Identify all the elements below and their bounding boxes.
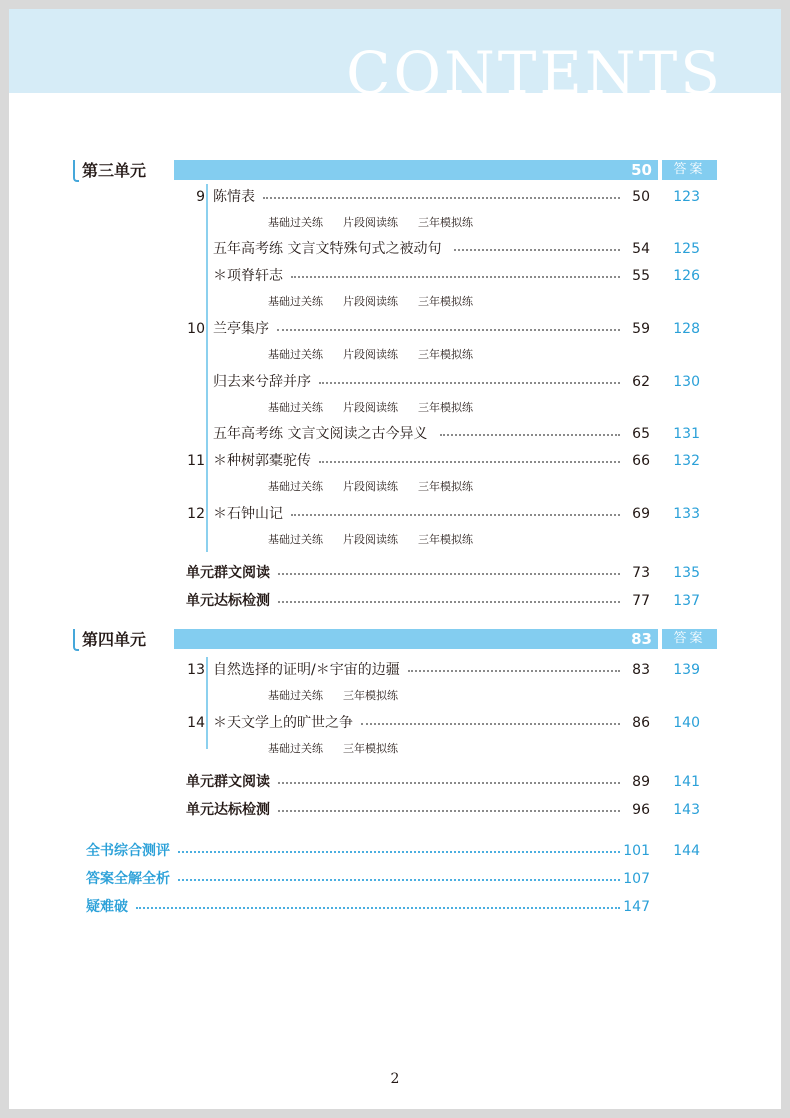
exercise-list — [268, 293, 493, 311]
unit-page-ref: 83 — [631, 630, 652, 648]
unit-bracket — [73, 160, 79, 182]
entry-title: ＊项脊轩志 — [213, 268, 283, 284]
answer-page-ref: 125 — [673, 241, 700, 257]
toc-entry[interactable] — [9, 772, 781, 792]
unit-bracket — [73, 629, 79, 651]
page-ref: 83 — [632, 662, 650, 678]
leader-dots — [440, 434, 620, 436]
exercise-label: 基础过关练 — [268, 295, 323, 308]
page-ref: 50 — [632, 189, 650, 205]
lesson-number: 9 — [196, 189, 205, 205]
page-ref: 55 — [632, 268, 650, 284]
entry-title: 归去来兮辞并序 — [213, 374, 311, 390]
exercise-label: 三年模拟练 — [418, 295, 473, 308]
exercise-list — [268, 531, 493, 549]
exercise-label: 三年模拟练 — [418, 216, 473, 229]
exercise-label: 三年模拟练 — [418, 348, 473, 361]
answer-page-ref: 123 — [673, 189, 700, 205]
entry-title: 五年高考练 文言文阅读之古今异义 — [213, 426, 428, 442]
exercise-list — [268, 214, 493, 232]
exercise-label: 片段阅读练 — [343, 401, 398, 414]
exercise-label: 基础过关练 — [268, 480, 323, 493]
page — [9, 9, 781, 1109]
page-ref: 73 — [632, 565, 650, 581]
entry-title: ＊天文学上的旷世之争 — [213, 715, 353, 731]
entry-title: 单元达标检测 — [186, 593, 270, 609]
page-ref: 101 — [623, 843, 650, 859]
exercise-label: 三年模拟练 — [418, 480, 473, 493]
unit-bar — [174, 629, 658, 649]
answer-page-ref: 140 — [673, 715, 700, 731]
exercise-label: 基础过关练 — [268, 689, 323, 702]
exercise-label: 三年模拟练 — [418, 533, 473, 546]
exercise-label: 三年模拟练 — [343, 742, 398, 755]
unit-bar — [174, 160, 658, 180]
entry-title: 自然选择的证明/＊宇宙的边疆 — [213, 662, 400, 678]
toc-entry[interactable] — [9, 800, 781, 820]
exercise-list — [268, 346, 493, 364]
lesson-number: 14 — [187, 715, 205, 731]
leader-dots — [278, 810, 620, 812]
toc-entry[interactable] — [9, 239, 781, 259]
entry-title: 单元群文阅读 — [186, 774, 270, 790]
page-ref: 89 — [632, 774, 650, 790]
unit-header[interactable] — [73, 160, 717, 182]
answer-column-label: 答案 — [662, 629, 717, 649]
leader-dots — [278, 601, 620, 603]
exercise-label: 三年模拟练 — [418, 401, 473, 414]
answer-page-ref: 137 — [673, 593, 700, 609]
toc-entry[interactable] — [9, 504, 781, 524]
answer-page-ref: 126 — [673, 268, 700, 284]
toc-entry[interactable] — [9, 897, 781, 917]
unit-title: 第三单元 — [82, 161, 147, 180]
toc-entry[interactable] — [9, 187, 781, 207]
answer-page-ref: 130 — [673, 374, 700, 390]
toc-entry[interactable] — [9, 266, 781, 286]
leader-dots — [408, 670, 620, 672]
answer-page-ref: 144 — [673, 843, 700, 859]
toc-entry[interactable] — [9, 451, 781, 471]
exercise-label: 片段阅读练 — [343, 295, 398, 308]
exercise-label: 片段阅读练 — [343, 480, 398, 493]
entry-title: 兰亭集序 — [213, 321, 269, 337]
toc-entry[interactable] — [9, 591, 781, 611]
entry-title: ＊石钟山记 — [213, 506, 283, 522]
answer-page-ref: 132 — [673, 453, 700, 469]
answer-column-label: 答案 — [662, 160, 717, 180]
answer-page-ref: 128 — [673, 321, 700, 337]
answer-page-ref: 143 — [673, 802, 700, 818]
page-ref: 59 — [632, 321, 650, 337]
answer-page-ref: 131 — [673, 426, 700, 442]
entry-title: 陈情表 — [213, 189, 255, 205]
page-ref: 69 — [632, 506, 650, 522]
answer-page-ref: 133 — [673, 506, 700, 522]
lesson-number: 10 — [187, 321, 205, 337]
exercise-label: 三年模拟练 — [343, 689, 398, 702]
exercise-list — [268, 687, 418, 705]
page-ref: 65 — [632, 426, 650, 442]
leader-dots — [178, 879, 620, 881]
answer-page-ref: 135 — [673, 565, 700, 581]
answer-page-ref: 141 — [673, 774, 700, 790]
entry-title: ＊种树郭橐驼传 — [213, 453, 311, 469]
page-ref: 96 — [632, 802, 650, 818]
exercise-label: 基础过关练 — [268, 216, 323, 229]
entry-title: 五年高考练 文言文特殊句式之被动句 — [213, 241, 442, 257]
leader-dots — [278, 573, 620, 575]
exercise-label: 基础过关练 — [268, 401, 323, 414]
exercise-list — [268, 399, 493, 417]
page-ref: 86 — [632, 715, 650, 731]
page-ref: 107 — [623, 871, 650, 887]
page-ref: 54 — [632, 241, 650, 257]
leader-dots — [278, 782, 620, 784]
lesson-number: 13 — [187, 662, 205, 678]
leader-dots — [454, 249, 620, 251]
exercise-label: 基础过关练 — [268, 348, 323, 361]
unit-title: 第四单元 — [82, 630, 147, 649]
toc-entry[interactable] — [9, 563, 781, 583]
entry-title: 单元群文阅读 — [186, 565, 270, 581]
header-band — [9, 9, 781, 93]
exercise-label: 基础过关练 — [268, 742, 323, 755]
toc-entry[interactable] — [9, 319, 781, 339]
lesson-number: 12 — [187, 506, 205, 522]
leader-dots — [291, 276, 620, 278]
entry-title: 疑难破 — [86, 899, 128, 915]
exercise-list — [268, 740, 418, 758]
leader-dots — [361, 723, 620, 725]
leader-dots — [136, 907, 620, 909]
leader-dots — [319, 461, 620, 463]
exercise-label: 基础过关练 — [268, 533, 323, 546]
page-ref: 66 — [632, 453, 650, 469]
contents-heading: CONTENTS — [346, 39, 723, 93]
unit-page-ref: 50 — [631, 161, 652, 179]
toc-entry[interactable] — [9, 869, 781, 889]
leader-dots — [277, 329, 620, 331]
leader-dots — [178, 851, 620, 853]
leader-dots — [263, 197, 620, 199]
answer-page-ref: 139 — [673, 662, 700, 678]
lesson-number: 11 — [187, 453, 205, 469]
toc-entry[interactable] — [9, 660, 781, 680]
toc-entry[interactable] — [9, 424, 781, 444]
unit-header[interactable] — [73, 629, 717, 651]
exercise-label: 片段阅读练 — [343, 533, 398, 546]
entry-title: 答案全解全析 — [86, 871, 170, 887]
entry-title: 全书综合测评 — [86, 843, 170, 859]
entry-title: 单元达标检测 — [186, 802, 270, 818]
page-number: 2 — [390, 1071, 400, 1087]
page-ref: 77 — [632, 593, 650, 609]
page-ref: 147 — [623, 899, 650, 915]
exercise-label: 片段阅读练 — [343, 348, 398, 361]
toc-entry[interactable] — [9, 841, 781, 861]
page-ref: 62 — [632, 374, 650, 390]
exercise-label: 片段阅读练 — [343, 216, 398, 229]
toc-entry[interactable] — [9, 713, 781, 733]
leader-dots — [291, 514, 620, 516]
exercise-list — [268, 478, 493, 496]
leader-dots — [319, 382, 620, 384]
toc-entry[interactable] — [9, 372, 781, 392]
